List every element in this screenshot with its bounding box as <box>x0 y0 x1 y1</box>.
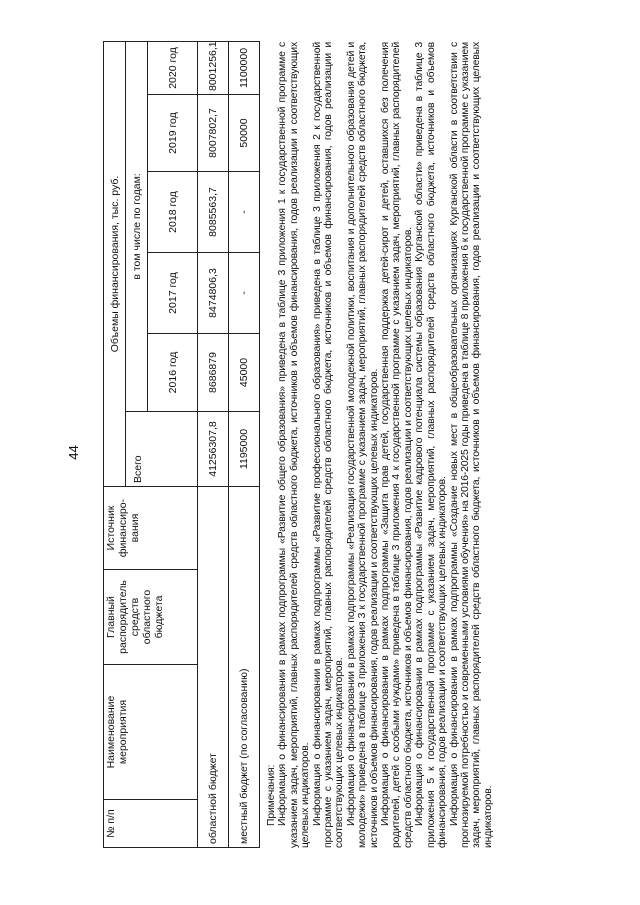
row-year-value: - <box>229 172 260 253</box>
notes-heading: Примечания: <box>266 764 277 826</box>
note-paragraph: Информация о финансировании в рамках подпрограммы «Реализация государственной молодежной политики, воспитания и дополнительного образования детей и молодежи» приведена в таблице 3 приложения 3 к государственной программе с указанием задач, мероприятий, главных распорядителей средств областного бюджета, источников и объемов финансирования, годов реализации и соответствующих целевых индикаторов. <box>345 42 380 848</box>
header-name: Наименование мероприятия <box>104 665 198 800</box>
header-year: 2018 год <box>148 172 198 253</box>
note-paragraph: Информация о финансировании в рамках подпрограммы «Создание новых мест в общеобразовательных организациях Курганской области в соответствии с прогнозируемой потребностью и современными условиями обучения» на 2016-2025 годы приведена в таблице 8 приложения 6 к государственной программе с указанием задач, мероприятий, главных распорядителей средств областного бюджета, источников и объемов финансирования, годов реализации и соответствующих целевых индикаторов. <box>448 42 494 848</box>
row-year-value: 8085563,7 <box>198 172 229 253</box>
note-paragraph: Информация о финансировании в рамках подпрограммы «Развитие общего образования» приведена в таблице 3 приложения 1 к государственной программе с указанием задач, мероприятий, главных распорядителей средств областного бюджета, источников и объемов финансирования, годов реализации и соответствующих целевых индикаторов. <box>277 42 312 848</box>
row-year-value: 50000 <box>229 95 260 172</box>
page-number: 44 <box>66 445 81 460</box>
header-by-years: в том числе по годам: <box>126 41 148 411</box>
row-total: 1195000 <box>229 412 260 487</box>
notes <box>266 42 494 848</box>
header-total: Всего <box>126 412 198 487</box>
table-row <box>198 41 229 847</box>
header-volumes: Объемы финансирования, тыс. руб. <box>104 41 126 486</box>
row-year-value: 8686879 <box>198 334 229 412</box>
note-paragraph: Информация о финансировании в рамках подпрограммы «Защита прав детей, государственная поддержка детей-сирот и детей, оставшихся без полечения родителей, детей с особыми нуждами» приведена в таблице 3 приложения 4 к государственной программе с указанием задач, мероприятий, главных распорядителей средств областного бюджета, источников и объемов финансирования, годов реализации и соответствующих целевых индикаторов. <box>380 42 414 848</box>
funding-table <box>103 41 260 848</box>
header-manager: Главный распорядитель средств областного бюджета <box>104 570 198 665</box>
row-year-value: - <box>229 253 260 334</box>
table-row <box>229 41 260 847</box>
header-year: 2017 год <box>148 253 198 334</box>
row-year-value: 8007802,7 <box>198 95 229 172</box>
row-label: местный бюджет (по согласованию) <box>229 487 260 848</box>
header-year: 2020 год <box>148 41 198 94</box>
header-year: 2019 год <box>148 95 198 172</box>
header-source: Источник финансиро-вания <box>104 487 198 570</box>
row-label: областной бюджет <box>198 487 229 848</box>
row-total: 41256307,8 <box>198 412 229 487</box>
note-paragraph: Информация о финансировании в рамках подпрограммы «Развитие профессионального образования» приведена в таблице 3 приложения 2 к государственной программе с указанием задач, мероприятий, главных распорядителей средств областного бюджета, источников и объемов финансирования, годов реализации и соответствующих целевых индикаторов. <box>311 42 346 848</box>
row-year-value: 8474806,3 <box>198 253 229 334</box>
header-year: 2016 год <box>148 334 198 412</box>
row-year-value: 45000 <box>229 334 260 412</box>
row-year-value: 8001256,1 <box>198 41 229 94</box>
header-num: № п/п <box>104 800 198 848</box>
note-paragraph: Информация о финансировании в рамках подпрограммы «Развитие кадрового потенциала системы образования Курганской области» приведена в таблице 3 приложения 5 к государственной программе с указанием задач, мероприятий, главных распорядителей средств областного бюджета, источников и объемов финансирования, годов реализации и соответствующих целевых индикаторов. <box>414 42 449 848</box>
row-year-value: 1100000 <box>229 41 260 94</box>
